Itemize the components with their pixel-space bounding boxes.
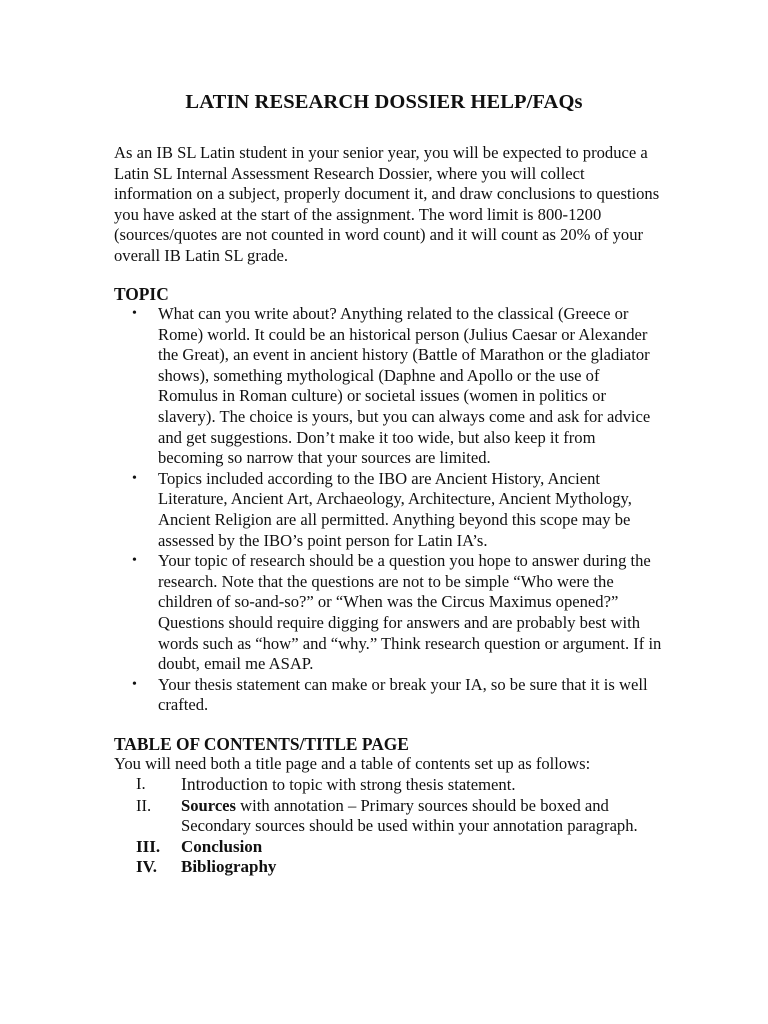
toc-item-sources: [114, 796, 674, 837]
page-title: LATIN RESEARCH DOSSIER HELP/FAQs: [185, 91, 583, 113]
toc-item-description: with annotation – Primary sources should be boxed and Secondary sources should be used within your annotation paragraph.: [181, 795, 638, 836]
bullet-icon: •: [132, 470, 137, 486]
bullet-icon: •: [132, 676, 137, 692]
toc-item-label: Introduction: [181, 774, 268, 794]
bullet-text: Your topic of research should be a question you hope to answer during the research. Note that the questions are not to be simple “Who were the children of so-and-so?” or “When was the Circus Maximus opened?” Questions should require digging for answers and are probably best with words such as “how” and “why.” Think research question or argument. If in doubt, email me ASAP.: [158, 551, 662, 674]
topic-heading: TOPIC: [114, 284, 169, 304]
toc-item-number: IV.: [136, 857, 157, 877]
toc-item-label: Bibliography: [181, 857, 277, 877]
toc-item-conclusion: [114, 837, 674, 858]
toc-item-bibliography: [114, 857, 674, 878]
bullet-text: Your thesis statement can make or break your IA, so be sure that it is well crafted.: [158, 674, 648, 715]
toc-list: [114, 774, 674, 878]
bullet-icon: •: [132, 553, 137, 569]
toc-intro-text: You will need both a title page and a table of contents set up as follows:: [114, 754, 591, 773]
list-item: [114, 469, 662, 551]
toc-item-label: Sources: [181, 795, 237, 815]
toc-item-number: II.: [136, 795, 152, 815]
bullet-text: Topics included according to the IBO are Ancient History, Ancient Literature, Ancient Art, Archaeology, Architecture, Ancient Mythology, Ancient Religion are all permitted. Anything beyond this scope may be assessed by the IBO’s point person for Latin IA’s.: [158, 468, 632, 550]
list-item: [114, 551, 662, 675]
list-item: [114, 304, 662, 469]
topic-bullet-list: [114, 304, 662, 716]
toc-item-label: Conclusion: [181, 836, 263, 856]
list-item: [114, 675, 662, 716]
toc-item-number: III.: [136, 836, 161, 856]
toc-item-number: I.: [136, 774, 146, 793]
toc-item-introduction: [114, 774, 674, 796]
intro-paragraph: As an IB SL Latin student in your senior year, you will be expected to produce a Latin SL Internal Assessment Research Dossier, where you will collect information on a subject, properly document it, and draw conclusions to questions you have asked at the start of the assignment. The word limit is 800-1200 (sources/quotes are not counted in word count) and it will count as 20% of your overall IB Latin SL grade.: [114, 143, 660, 265]
bullet-icon: •: [132, 306, 137, 321]
toc-item-description: to topic with strong thesis statement.: [267, 775, 516, 794]
bullet-text: What can you write about? Anything related to the classical (Greece or Rome) world. It could be an historical person (Julius Caesar or Alexander the Great), an event in ancient history (Battle of Marathon or the gladiator shows), something mythological (Daphne and Apollo or the use of Romulus in Roman culture) or societal issues (women in politics or slavery). The choice is yours, but you can always come and ask for advice and get suggestions. Don’t make it too wide, but also keep it from becoming so narrow that your sources are limited.: [158, 304, 651, 468]
toc-heading: TABLE OF CONTENTS/TITLE PAGE: [114, 734, 409, 754]
